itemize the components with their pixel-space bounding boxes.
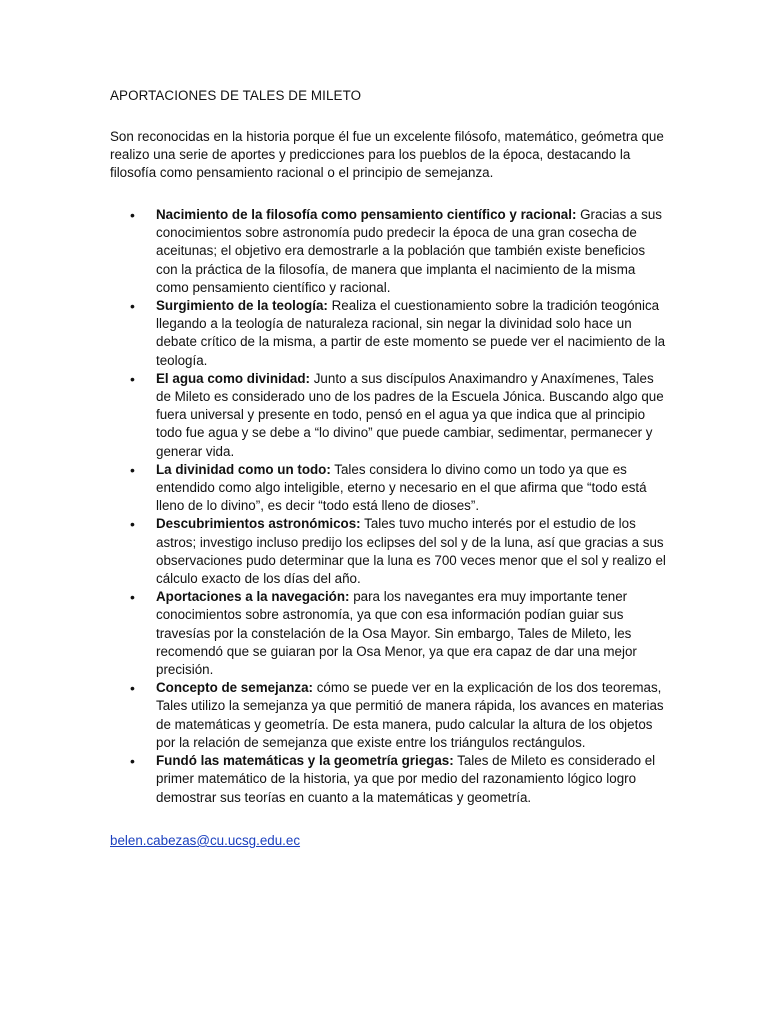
- list-item: [110, 515, 670, 588]
- item-term: Aportaciones a la navegación:: [156, 589, 350, 605]
- list-item: [110, 752, 670, 807]
- item-text: cómo se puede ver en la explicación de los dos teoremas, Tales utilizo la semejanza ya que permitió de manera rápida, los avances en materias de matemáticas y geometría. De esta manera, pudo calcular la altura de los objetos por la relación de semejanza que existe entre los triángulos rectángulos.: [156, 680, 664, 750]
- item-term: Descubrimientos astronómicos:: [156, 516, 361, 532]
- bullet-icon: •: [130, 589, 135, 606]
- contributions-list: [110, 206, 670, 807]
- bullet-icon: •: [130, 680, 135, 697]
- item-text: Gracias a sus conocimientos sobre astronomía pudo predecir la época de una gran cosecha de aceitunas; el objetivo era demostrarle a la población que también existe beneficios con la práctica de la filosofía, de manera que implanta el nacimiento de la misma como pensamiento científico y racional.: [156, 207, 663, 295]
- item-text: Junto a sus discípulos Anaximandro y Anaxímenes, Tales de Mileto es considerado uno de los padres de la Escuela Jónica. Buscando algo que fuera universal y presente en todo, pensó en el agua ya que indica que al principio todo fue agua y se debe a “lo divino” que puede cambiar, sedimentar, permanecer y generar vida.: [156, 370, 664, 459]
- bullet-icon: •: [130, 207, 135, 223]
- item-term: Nacimiento de la filosofía como pensamiento científico y racional:: [156, 207, 577, 222]
- bullet-icon: •: [130, 516, 135, 533]
- item-term: La divinidad como un todo:: [156, 461, 331, 477]
- item-text: Realiza el cuestionamiento sobre la tradición teogónica llegando a la teología de naturaleza racional, sin negar la divinidad solo hace un debate crítico de la misma, a partir de este momento se puede ver el nacimiento de la teología.: [156, 298, 666, 368]
- list-item: [110, 461, 670, 516]
- item-text: Tales considera lo divino como un todo ya que es entendido como algo inteligible, eterno y necesario en el que afirma que “todo está lleno de lo divino”, es decir “todo está lleno de dioses”.: [156, 461, 647, 514]
- list-item: [110, 206, 670, 297]
- bullet-icon: •: [130, 370, 135, 387]
- list-item: [110, 588, 670, 679]
- item-term: Concepto de semejanza:: [156, 680, 314, 696]
- item-term: Fundó las matemáticas y la geometría griegas:: [156, 753, 454, 769]
- item-term: Surgimiento de la teología:: [156, 298, 328, 314]
- document-title: APORTACIONES DE TALES DE MILETO: [110, 88, 362, 103]
- list-item: [110, 297, 670, 370]
- item-text: Tales tuvo mucho interés por el estudio de los astros; investigo incluso predijo los eclipses del sol y de la luna, así que gracias a sus observaciones pudo determinar que la luna es 700 veces menor que el sol y realizo el cálculo exacto de los días del año.: [156, 516, 666, 587]
- bullet-icon: •: [130, 461, 135, 478]
- intro-paragraph: Son reconocidas en la historia porque él fue un excelente filósofo, matemático, geómetra que realizo una serie de aportes y predicciones para los pueblos de la época, destacando la filosofía como pensamiento racional o el principio de semejanza.: [110, 129, 664, 181]
- list-item: [110, 370, 670, 461]
- bullet-icon: •: [130, 753, 135, 770]
- list-item: [110, 679, 670, 752]
- item-text: Tales de Mileto es considerado el primer matemático de la historia, ya que por medio del razonamiento lógico logro demostrar sus teorías en cuanto a la matemáticas y geometría.: [156, 753, 656, 805]
- email-link[interactable]: belen.cabezas@cu.ucsg.edu.ec: [110, 833, 301, 848]
- item-term: El agua como divinidad:: [156, 370, 311, 386]
- bullet-icon: •: [130, 298, 135, 315]
- item-text: para los navegantes era muy importante tener conocimientos sobre astronomía, ya que con esa información podían guiar sus travesías por la constelación de la Osa Mayor. Sin embargo, Tales de Mileto, les recomendó que se guiaran por la Osa Menor, ya que era capaz de dar una mejor precisión.: [156, 589, 637, 678]
